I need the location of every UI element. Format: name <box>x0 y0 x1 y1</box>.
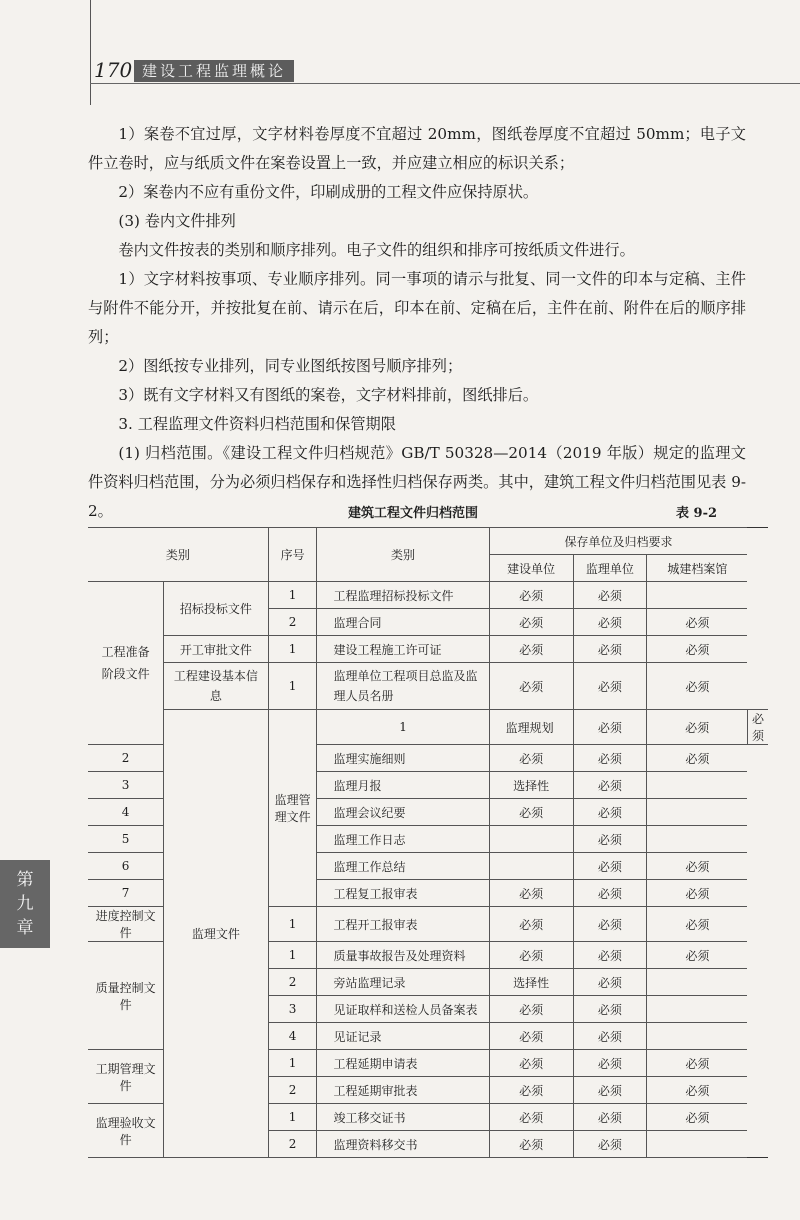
seq-cell: 3 <box>88 772 164 799</box>
seq-cell: 7 <box>88 880 164 907</box>
seq-cell: 3 <box>268 996 317 1023</box>
item-cell: 竣工移交证书 <box>317 1104 489 1131</box>
supervise-cell: 必须 <box>573 826 647 853</box>
page-number: 170 <box>94 58 133 82</box>
archive-cell <box>647 772 748 799</box>
build-cell: 必须 <box>489 1104 573 1131</box>
build-cell: 必须 <box>489 1050 573 1077</box>
item-cell: 监理资料移交书 <box>317 1131 489 1158</box>
section-heading: 3. 工程监理文件资料归档范围和保管期限 <box>118 415 396 433</box>
paragraph: 1）文字材料按事项、专业顺序排列。同一事项的请示与批复、同一文件的印本与定稿、主件与附件不能分开，并按批复在前、请示在后，印本在前、定稿在后，主件在前、附件在后的顺序排列； <box>88 270 746 346</box>
archive-cell: 必须 <box>747 710 768 745</box>
seq-cell: 1 <box>268 636 317 663</box>
subcategory-cell: 开工审批文件 <box>164 636 268 663</box>
subcategory-cell: 监理验收文件 <box>88 1104 164 1158</box>
build-cell: 必须 <box>489 799 573 826</box>
archive-cell: 必须 <box>647 907 748 942</box>
supervise-cell: 必须 <box>573 663 647 710</box>
supervise-cell: 必须 <box>573 1131 647 1158</box>
chapter-tab-char: 第 <box>16 870 34 890</box>
build-cell: 必须 <box>489 745 573 772</box>
seq-cell: 2 <box>88 745 164 772</box>
build-cell: 必须 <box>489 1131 573 1158</box>
archive-scope-table <box>88 527 768 1158</box>
seq-cell: 1 <box>268 582 317 609</box>
paragraph: (1) 归档范围。《建设工程文件归档规范》GB/T 50328—2014（2019 年版）规定的监理文件资料归档范围，分为必须归档保存和选择性归档保存两类。其中，建筑工程文件归档范围见表 9-2。 <box>88 444 746 520</box>
supervise-cell: 必须 <box>573 880 647 907</box>
category-cell: 监理文件 <box>164 710 268 1158</box>
subcategory-cell: 工期管理文件 <box>88 1050 164 1104</box>
header-build-unit: 建设单位 <box>489 555 573 582</box>
table-number: 表 9-2 <box>676 506 718 521</box>
seq-cell: 5 <box>88 826 164 853</box>
archive-cell: 必须 <box>647 1104 748 1131</box>
build-cell: 必须 <box>489 636 573 663</box>
subcategory-cell: 工程建设基本信息 <box>164 663 268 710</box>
seq-cell: 1 <box>268 907 317 942</box>
seq-cell: 2 <box>268 609 317 636</box>
header-group: 保存单位及归档要求 <box>489 528 747 555</box>
build-cell: 必须 <box>489 907 573 942</box>
seq-cell: 2 <box>268 1077 317 1104</box>
item-cell: 监理工作总结 <box>317 853 489 880</box>
archive-cell: 必须 <box>647 1077 748 1104</box>
paragraph: 2）案卷内不应有重份文件，印刷成册的工程文件应保持原状。 <box>118 183 539 201</box>
subcategory-cell: 质量控制文件 <box>88 942 164 1050</box>
supervise-cell: 必须 <box>573 745 647 772</box>
table-row <box>88 710 768 745</box>
build-cell: 必须 <box>489 942 573 969</box>
build-cell: 必须 <box>489 609 573 636</box>
header-vertical-rule <box>90 0 91 105</box>
item-cell: 工程延期审批表 <box>317 1077 489 1104</box>
item-cell: 监理月报 <box>317 772 489 799</box>
seq-cell: 1 <box>268 1050 317 1077</box>
archive-cell: 必须 <box>647 745 748 772</box>
archive-cell <box>647 799 748 826</box>
archive-cell <box>647 1023 748 1050</box>
table-row <box>88 636 768 663</box>
category-cell: 工程准备 阶段文件 <box>88 582 164 745</box>
seq-cell: 6 <box>88 853 164 880</box>
header-category: 类别 <box>88 528 268 582</box>
supervise-cell: 必须 <box>573 942 647 969</box>
archive-cell <box>647 826 748 853</box>
paragraph: 卷内文件按表的类别和顺序排列。电子文件的组织和排序可按纸质文件进行。 <box>118 241 635 259</box>
header-city-archive: 城建档案馆 <box>647 555 748 582</box>
seq-cell: 1 <box>268 942 317 969</box>
item-cell: 监理规划 <box>489 710 573 745</box>
table-caption: 建筑工程文件归档范围 <box>348 506 479 521</box>
supervise-cell: 必须 <box>573 996 647 1023</box>
supervise-cell: 必须 <box>573 1077 647 1104</box>
supervise-cell: 必须 <box>573 582 647 609</box>
build-cell: 选择性 <box>489 772 573 799</box>
chapter-tab-char: 章 <box>16 918 34 938</box>
build-cell: 必须 <box>573 710 647 745</box>
archive-cell: 必须 <box>647 663 748 710</box>
supervise-cell: 必须 <box>573 907 647 942</box>
item-cell: 旁站监理记录 <box>317 969 489 996</box>
supervise-cell: 必须 <box>573 1104 647 1131</box>
archive-cell: 必须 <box>647 942 748 969</box>
item-cell: 工程延期申请表 <box>317 1050 489 1077</box>
table-row <box>88 663 768 710</box>
paragraph: 3）既有文字材料又有图纸的案卷，文字材料排前，图纸排后。 <box>118 386 539 404</box>
item-cell: 监理会议纪要 <box>317 799 489 826</box>
archive-cell: 必须 <box>647 609 748 636</box>
item-cell: 监理工作日志 <box>317 826 489 853</box>
archive-cell <box>647 969 748 996</box>
build-cell <box>489 826 573 853</box>
item-cell: 工程监理招标投标文件 <box>317 582 489 609</box>
supervise-cell: 必须 <box>573 609 647 636</box>
seq-cell: 2 <box>268 969 317 996</box>
header-item: 类别 <box>317 528 489 582</box>
chapter-tab-char: 九 <box>16 894 34 914</box>
supervise-cell: 必须 <box>573 636 647 663</box>
header-seq: 序号 <box>268 528 317 582</box>
archive-cell <box>647 582 748 609</box>
supervise-cell: 必须 <box>573 1050 647 1077</box>
archive-cell <box>647 1131 748 1158</box>
supervise-cell: 必须 <box>647 710 748 745</box>
build-cell: 必须 <box>489 582 573 609</box>
archive-cell: 必须 <box>647 880 748 907</box>
build-cell: 必须 <box>489 880 573 907</box>
header-supervise-unit: 监理单位 <box>573 555 647 582</box>
archive-cell: 必须 <box>647 1050 748 1077</box>
archive-cell <box>647 996 748 1023</box>
build-cell <box>489 853 573 880</box>
paragraph: 2）图纸按专业排列，同专业图纸按图号顺序排列； <box>118 357 463 375</box>
chapter-side-tab <box>0 860 50 948</box>
item-cell: 监理单位工程项目总监及监理人员名册 <box>317 663 489 710</box>
supervise-cell: 必须 <box>573 969 647 996</box>
seq-cell: 2 <box>268 1131 317 1158</box>
archive-cell: 必须 <box>647 636 748 663</box>
body-text <box>88 120 746 526</box>
supervise-cell: 必须 <box>573 853 647 880</box>
subcategory-cell: 进度控制文件 <box>88 907 164 942</box>
seq-cell: 1 <box>268 1104 317 1131</box>
paragraph: (3) 卷内文件排列 <box>118 212 236 230</box>
subcategory-cell: 招标投标文件 <box>164 582 268 636</box>
item-cell: 见证记录 <box>317 1023 489 1050</box>
seq-cell: 4 <box>268 1023 317 1050</box>
build-cell: 必须 <box>489 1077 573 1104</box>
supervise-cell: 必须 <box>573 772 647 799</box>
supervise-cell: 必须 <box>573 1023 647 1050</box>
paragraph: 1）案卷不宜过厚，文字材料卷厚度不宜超过 20mm，图纸卷厚度不宜超过 50mm；电子文件立卷时，应与纸质文件在案卷设置上一致，并应建立相应的标识关系； <box>88 125 746 172</box>
seq-cell: 1 <box>317 710 489 745</box>
build-cell: 必须 <box>489 996 573 1023</box>
item-cell: 见证取样和送检人员备案表 <box>317 996 489 1023</box>
table-row <box>88 582 768 609</box>
seq-cell: 1 <box>268 663 317 710</box>
book-title-banner: 建设工程监理概论 <box>134 60 294 82</box>
item-cell: 工程开工报审表 <box>317 907 489 942</box>
build-cell: 选择性 <box>489 969 573 996</box>
seq-cell: 4 <box>88 799 164 826</box>
item-cell: 工程复工报审表 <box>317 880 489 907</box>
archive-cell: 必须 <box>647 853 748 880</box>
item-cell: 质量事故报告及处理资料 <box>317 942 489 969</box>
header-horizontal-rule <box>90 83 800 84</box>
build-cell: 必须 <box>489 663 573 710</box>
item-cell: 监理合同 <box>317 609 489 636</box>
supervise-cell: 必须 <box>573 799 647 826</box>
subcategory-cell: 监理管理文件 <box>268 710 317 907</box>
item-cell: 监理实施细则 <box>317 745 489 772</box>
build-cell: 必须 <box>489 1023 573 1050</box>
item-cell: 建设工程施工许可证 <box>317 636 489 663</box>
